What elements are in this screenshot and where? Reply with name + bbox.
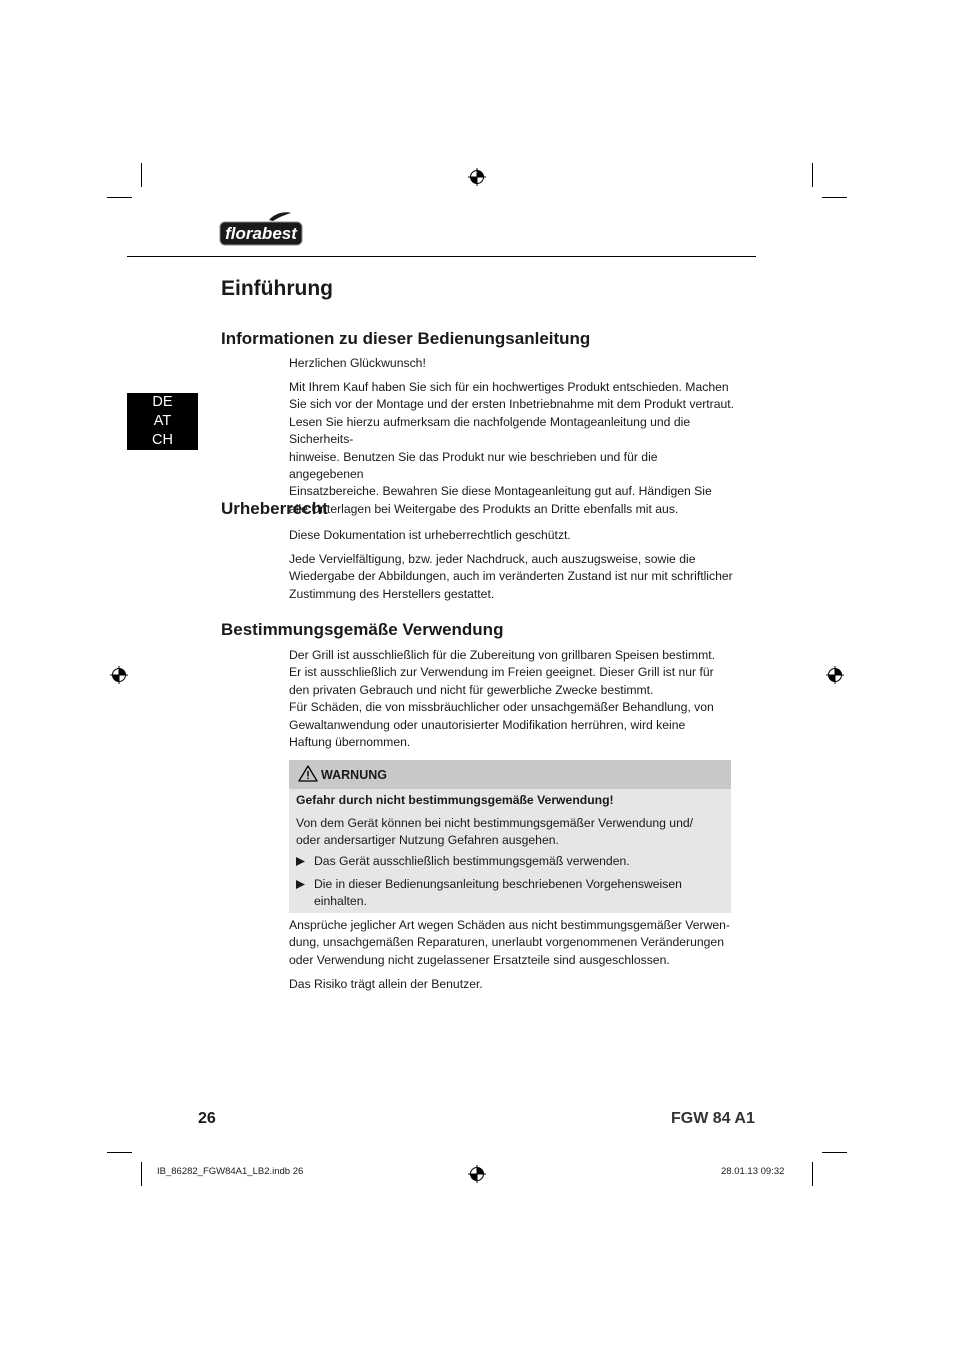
crop-mark <box>107 197 132 198</box>
crop-mark <box>822 1152 847 1153</box>
lang-de: DE <box>152 394 173 410</box>
warning-bullet: Die in dieser Bedienungsanleitung beschriebenen Vorgehensweisen einhalten. <box>314 877 682 909</box>
logo-text: florabest <box>225 224 297 243</box>
warning-triangle-icon <box>298 765 318 782</box>
paragraph: Der Grill ist ausschließlich für die Zubereitung von grillbaren Speisen bestimmt. Er ist ausschließlich zur Verwendung im Freien geeignet. Dieser Grill ist nur für den privaten Gebrauch und nicht für gewerbliche Zwecke bestimmt. Für Schäden, die von missbräuchlicher oder unsachgemäßer Behandlung, von Gewaltanwendung oder unautorisierter Modifikation herrühren, wird keine Haftung übernommen. <box>289 648 716 750</box>
crop-mark <box>141 1162 142 1186</box>
paragraph: Diese Dokumentation ist urheberrechtlich geschützt. <box>289 528 571 542</box>
registration-mark-icon <box>468 1165 486 1183</box>
registration-mark-icon <box>826 666 844 684</box>
lang-ch: CH <box>152 432 173 448</box>
crop-mark <box>812 1162 813 1186</box>
paragraph: Ansprüche jeglicher Art wegen Schäden aus nicht bestimmungsgemäßer Verwen- dung, unsachgemäßen Reparaturen, unerlaubt vorgenommenen Veränderungen oder Verwendung nicht zugelassener Ersatzteile sind ausgeschlossen. <box>289 918 731 967</box>
paragraph: Herzlichen Glückwunsch! <box>289 356 426 370</box>
paragraph: Jede Vervielfältigung, bzw. jeder Nachdruck, auch auszugsweise, sowie die Wiedergabe der Abbildungen, auch im veränderten Zustand ist nur mit schriftlicher Zustimmung des Herstellers gestattet. <box>289 552 733 601</box>
warning-box <box>289 760 731 913</box>
warning-bullet: Das Gerät ausschließlich bestimmungsgemäß verwenden. <box>314 854 630 868</box>
crop-mark <box>141 163 142 187</box>
section-heading-usage: Bestimmungsgemäße Verwendung <box>221 620 504 639</box>
bullet-arrow-icon <box>296 857 305 866</box>
slug-date: 28.01.13 09:32 <box>721 1166 785 1177</box>
registration-mark-icon <box>110 666 128 684</box>
brand-logo <box>219 211 303 247</box>
header-rule <box>127 256 756 257</box>
section-heading-info: Informationen zu dieser Bedienungsanleitung <box>221 329 591 348</box>
section-heading-copyright: Urheberrecht <box>221 499 328 518</box>
page-number: 26 <box>198 1110 216 1127</box>
slug-file: IB_86282_FGW84A1_LB2.indb 26 <box>157 1166 304 1177</box>
warning-text: Von dem Gerät können bei nicht bestimmungsgemäßer Verwendung und/ oder andersartiger Nutzung Gefahren ausgehen. <box>296 816 694 848</box>
registration-mark-icon <box>468 168 486 186</box>
model-number: FGW 84 A1 <box>671 1110 755 1127</box>
paragraph: Mit Ihrem Kauf haben Sie sich für ein hochwertiges Produkt entschieden. Machen Sie sich vor der Montage und der ersten Inbetriebnahme mit dem Produkt vertraut. Lesen Sie hierzu aufmerksam die nachfolgende Montageanleitung und die Sicherheits- hinweise. Benutzen Sie das Produkt nur wie beschrieben und für die angegebenen Einsatzbereiche. Bewahren Sie diese Montageanleitung gut auf. Händigen Sie alle Unterlagen bei Weitergabe des Produkts an Dritte ebenfalls mit aus. <box>289 380 735 516</box>
crop-mark <box>822 197 847 198</box>
paragraph: Das Risiko trägt allein der Benutzer. <box>289 977 483 991</box>
warning-bold-text: Gefahr durch nicht bestimmungsgemäße Verwendung! <box>296 793 614 807</box>
language-tab <box>127 393 198 450</box>
bullet-arrow-icon <box>296 880 305 889</box>
crop-mark <box>812 163 813 187</box>
crop-mark <box>107 1152 132 1153</box>
warning-label: WARNUNG <box>321 768 387 782</box>
lang-at: AT <box>153 413 172 429</box>
warning-header <box>289 760 731 789</box>
page-title: Einführung <box>221 277 333 300</box>
